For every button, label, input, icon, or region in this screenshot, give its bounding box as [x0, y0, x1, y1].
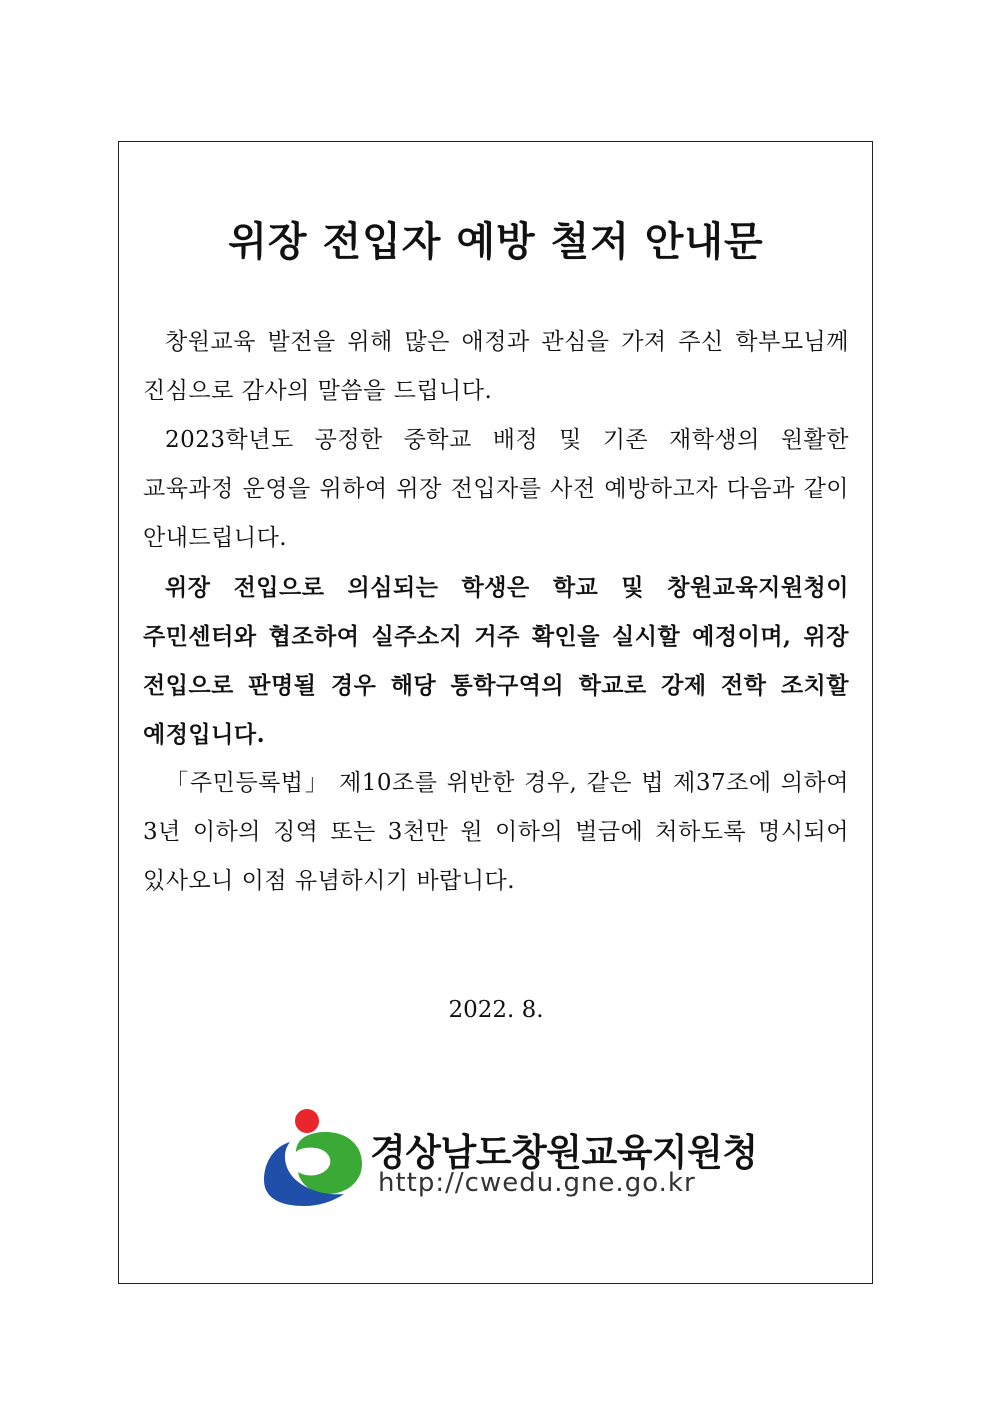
education-office-logo-icon: [262, 1108, 366, 1208]
document-body: [143, 318, 849, 906]
paragraph-purpose: 2023학년도 공정한 중학교 배정 및 기존 재학생의 원활한 교육과정 운영을 위하여 위장 전입자를 사전 예방하고자 다음과 같이 안내드립니다.: [143, 427, 849, 551]
organization-url: http://cwedu.gne.go.kr: [378, 1168, 696, 1198]
paragraph-warning: 위장 전입으로 의심되는 학생은 학교 및 창원교육지원청이 주민센터와 협조하여 실주소지 거주 확인을 실시할 예정이며, 위장 전입으로 판명될 경우 해당 통학구역의 학교로 강제 전학 조치할 예정입니다.: [143, 574, 849, 748]
document-title: 위장 전입자 예방 철저 안내문: [228, 219, 764, 265]
document-date: 2022. 8.: [448, 997, 544, 1023]
organization-name: 경상남도창원교육지원청: [370, 1131, 758, 1174]
paragraph-legal-notice: 「주민등록법」 제10조를 위반한 경우, 같은 법 제37조에 의하여 3년 이하의 징역 또는 3천만 원 이하의 벌금에 처하도록 명시되어 있사오니 이점 유념하시기 바랍니다.: [143, 770, 849, 894]
paragraph-greeting: 창원교육 발전을 위해 많은 애정과 관심을 가져 주신 학부모님께 진심으로 감사의 말씀을 드립니다.: [143, 329, 849, 404]
organization-signature: [262, 1108, 758, 1208]
